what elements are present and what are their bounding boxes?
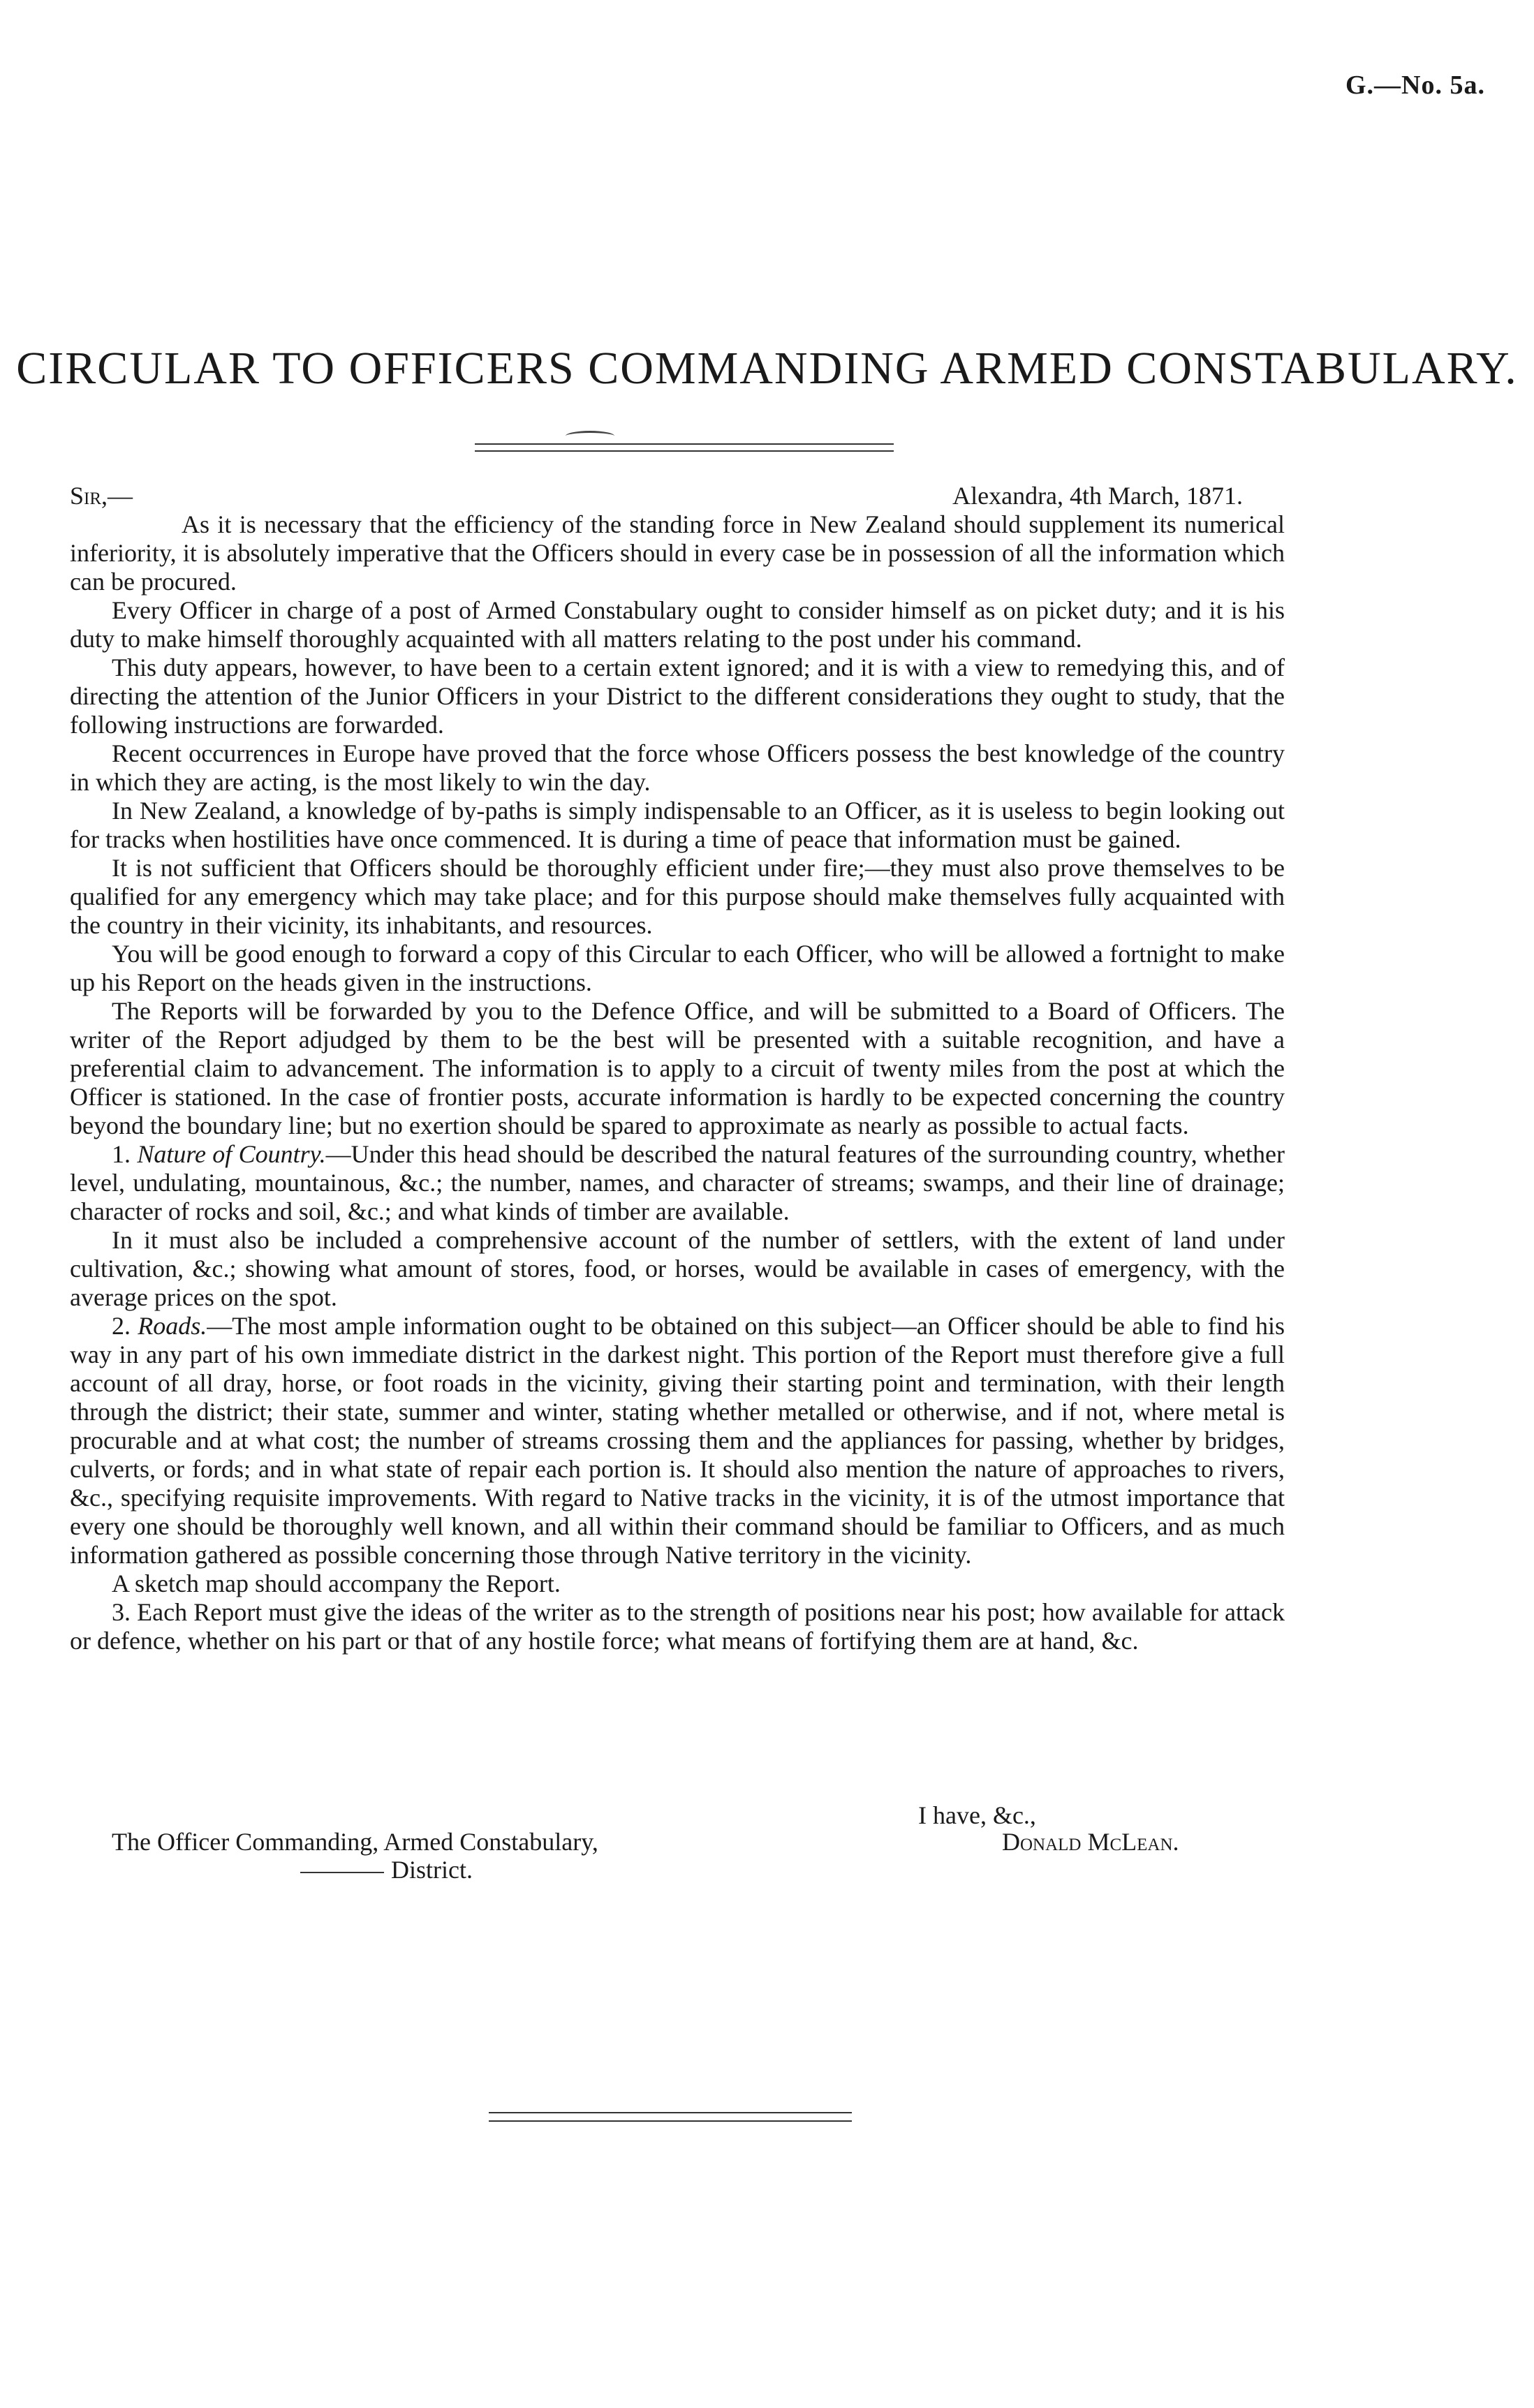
page-identifier: G.—No. 5a. <box>1345 71 1485 100</box>
paragraph: You will be good enough to forward a copy of this Circular to each Officer, who will be allowed a fortnight to make up his Report on the heads given in the instructions. <box>70 940 1285 996</box>
instruction-item-2 <box>70 1312 1285 1569</box>
district-line <box>300 1856 473 1884</box>
end-rule-bottom <box>489 2120 852 2122</box>
item-text: —Under this head should be described the natural features of the surrounding country, whether level, undulating, mountainous, &c.; the number, names, and character of streams; swamps, and their line of drainage; character of rocks and soil, &c.; and what kinds of timber are available. <box>70 1140 1285 1225</box>
paragraph: In it must also be included a comprehensive account of the number of settlers, with the extent of land under cultivation, &c.; showing what amount of stores, food, or horses, would be available in cases of emergency, with the average prices on the spot. <box>70 1226 1285 1311</box>
item-text: —The most ample information ought to be obtained on this subject—an Officer should be able to find his way in any part of his own immediate district in the darkest night. This portion of the Report must therefore give a full account of all dray, horse, or foot roads in the vicinity, giving their starting point and termination, with their length through the district; their state, summer and winter, stating whether metalled or otherwise, and if not, where metal is procurable and at what cost; the number of streams crossing them and the appliances for passing, whether by bridges, culverts, or fords; and in what state of repair each portion is. It should also mention the nature of approaches to rivers, &c., specifying requisite improvements. With regard to Native tracks in the vicinity, it is of the utmost importance that every one should be thoroughly well known, and all within their command should be familiar to Officers, and as much information gathered as possible concerning those through Native territory in the vicinity. <box>70 1312 1285 1569</box>
title-rule-bottom <box>475 450 894 452</box>
instruction-item-3: 3. Each Report must give the ideas of the writer as to the strength of positions near his post; how available for attack or defence, whether on his part or that of any hostile force; what means of fortifying them are at hand, &c. <box>70 1598 1285 1655</box>
paragraph: A sketch map should accompany the Report. <box>112 1569 561 1597</box>
paragraph: Recent occurrences in Europe have proved that the force whose Officers possess the best knowledge of the country in which they are acting, is the most likely to win the day. <box>70 739 1285 796</box>
item-number: 1. <box>112 1140 131 1168</box>
title-rule-top <box>475 443 894 445</box>
salutation-line <box>70 482 1285 510</box>
addressee: The Officer Commanding, Armed Constabulary, <box>112 1828 598 1856</box>
salutation: Sir,— <box>70 482 133 510</box>
paragraph: This duty appears, however, to have been to a certain extent ignored; and it is with a view to remedying this, and of directing the attention of the Junior Officers in your District to the different considerations they ought to study, that the following instructions are forwarded. <box>70 653 1285 739</box>
closing-phrase: I have, &c., <box>918 1801 1036 1829</box>
paragraph: The Reports will be forwarded by you to the Defence Office, and will be submitted to a Board of Officers. The writer of the Report adjudged by them to be the best will be presented with a suitable recognition, and have a preferential claim to advancement. The information is to apply to a circuit of twenty miles from the post at which the Officer is stationed. In the case of frontier posts, accurate information is hardly to be expected concerning the country beyond the boundary line; but no exertion should be spared to approximate as nearly as possible to actual facts. <box>70 997 1285 1139</box>
document-title: CIRCULAR TO OFFICERS COMMANDING ARMED CONSTABULARY. <box>16 343 1518 394</box>
paragraph: Every Officer in charge of a post of Armed Constabulary ought to consider himself as on picket duty; and it is his duty to make himself thoroughly acquainted with all matters relating to the post under his command. <box>70 596 1285 653</box>
paragraph: As it is necessary that the efficiency of the standing force in New Zealand should supplement its numerical inferiority, it is absolutely imperative that the Officers should in every case be in possession of all the information which can be procured. <box>70 510 1285 596</box>
district-label: District. <box>391 1856 473 1884</box>
letter-body <box>70 482 1285 1655</box>
item-number: 2. <box>112 1312 131 1340</box>
dateline: Alexandra, 4th March, 1871. <box>952 482 1243 510</box>
item-heading: Nature of Country. <box>137 1140 326 1168</box>
letter-closing <box>70 1801 1285 1913</box>
paragraph: It is not sufficient that Officers should be thoroughly efficient under fire;—they must also prove themselves to be qualified for any emergency which may take place; and for this purpose should make themselves fully acquainted with the country in their vicinity, its inhabitants, and resources. <box>70 854 1285 939</box>
ornament-mark <box>566 431 614 441</box>
item-heading: Roads. <box>138 1312 207 1340</box>
instruction-item-1 <box>70 1140 1285 1226</box>
signature: Donald McLean. <box>1002 1828 1179 1856</box>
paragraph: In New Zealand, a knowledge of by-paths is simply indispensable to an Officer, as it is useless to begin looking out for tracks when hostilities have once commenced. It is during a time of peace that information must be gained. <box>70 797 1285 853</box>
district-blank <box>300 1872 384 1873</box>
end-rule-top <box>489 2112 852 2113</box>
